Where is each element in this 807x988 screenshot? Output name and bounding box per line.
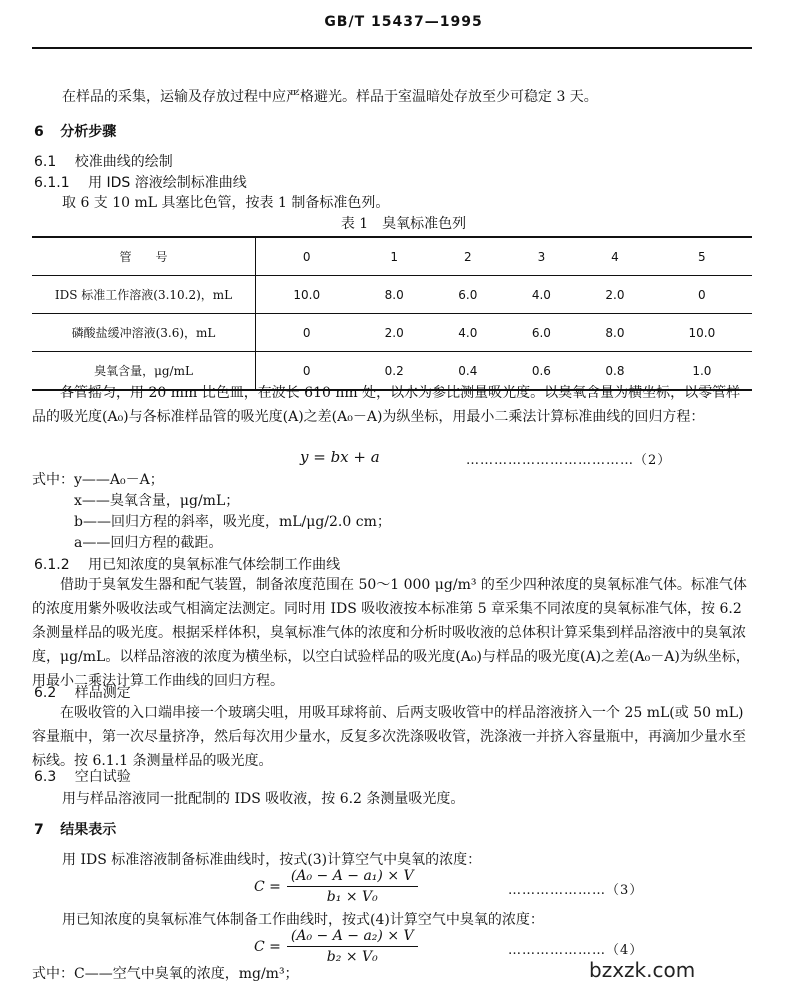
section-6-1-2-title: 用已知浓度的臭氧标准气体绘制工作曲线 [88,557,341,573]
standard-color-table [32,236,752,391]
equation-4-numerator: (A₀ − A − a₂) × V [287,928,418,947]
table-caption: 表 1 臭氧标准色列 [340,216,467,232]
section-6-1-number: 6.1 [34,154,57,170]
paragraph-sample-measurement: 在吸收管的入口端串接一个玻璃尖咀，用吸耳球将前、后两支吸收管中的样品溶液挤入一个 25 mL(或 50 mL)容量瓶中，第一次尽量挤净，然后每次用少量水，反复多次洗涤吸收管，洗涤液一并挤入容量瓶中，再滴加少量水至标线。按 6.1.1 条测量样品的吸光度。 [32,705,746,769]
table-cell: 0 [256,237,358,276]
equation-4 [254,928,418,965]
where-lead: 式中： [32,472,74,488]
section-6-title: 分析步骤 [60,124,117,140]
section-6-1-1-number: 6.1.1 [34,175,70,191]
paragraph-formula-4-intro: 用已知浓度的臭氧标准气体制备工作曲线时，按式(4)计算空气中臭氧的浓度： [62,912,544,928]
section-6-heading [34,122,116,142]
where-item: y——A₀－A； [74,472,164,488]
section-6-1-1-title: 用 IDS 溶液绘制标准曲线 [88,175,247,191]
equation-4-lhs: C = [254,938,281,955]
equation-2-number: ………………………………（2） [466,453,672,468]
section-6-3-number: 6.3 [34,769,57,785]
section-6-3-heading [34,767,131,787]
table-cell: 0 [652,276,752,314]
table-cell: 5 [652,237,752,276]
section-6-1-heading [34,152,173,172]
table-header-label: 管 号 [32,237,256,276]
equation-3-denominator: b₁ × V₀ [326,889,378,905]
where-item: x——臭氧含量，μg/mL； [74,493,240,509]
equation-3-number: …………………（3） [508,883,644,898]
table-cell: 4.0 [505,276,579,314]
table-cell: 0.8 [578,352,652,391]
equation-4-denominator: b₂ × V₀ [326,949,378,965]
table-cell: 0.4 [431,352,505,391]
table-cell: 10.0 [652,314,752,352]
table-cell: 8.0 [578,314,652,352]
equation-3-lhs: C = [254,878,281,895]
section-6-1-2-heading [34,555,340,575]
where-item: a——回归方程的截距。 [74,535,223,551]
equation-3 [254,868,418,905]
section-6-3-title: 空白试验 [74,769,131,785]
section-7-number: 7 [34,822,44,838]
paragraph-blank-test: 用与样品溶液同一批配制的 IDS 吸收液，按 6.2 条测量吸光度。 [62,791,465,807]
table-cell: 8.0 [357,276,431,314]
paragraph-working-curve: 借助于臭氧发生器和配气装置，制备浓度范围在 50～1 000 μg/m³ 的至少四种浓度的臭氧标准气体。标准气体的浓度用紫外吸收法或气相滴定法测定。同时用 IDS 吸收液按本标准第 5 章采集不同浓度的臭氧标准气体，按 6.2 条测量样品的吸光度。根据采样体积，臭氧标准气体的浓度和分析时吸收液的总体积计算采集到样品溶液中的臭氧浓度，μg/mL。以样品溶液的浓度为横坐标，以空白试验样品的吸光度(A₀)与样品的吸光度(A)之差(A₀－A)为纵坐标，用最小二乘法计算工作曲线的回归方程。 [32,577,750,689]
where-c-definition: 式中：C——空气中臭氧的浓度，mg/m³； [32,966,299,982]
section-7-heading [34,820,116,840]
section-6-1-2-number: 6.1.2 [34,557,70,573]
table-row [32,276,752,314]
section-6-2-title: 样品测定 [74,685,131,701]
section-6-1-title: 校准曲线的绘制 [74,154,173,170]
watermark: bzxzk.com [589,958,696,982]
intro-line: 在样品的采集，运输及存放过程中应严格避光。样品于室温暗处存放至少可稳定 3 天。 [62,89,598,105]
document-header: GB/T 15437—1995 [324,14,483,30]
table-cell: 3 [505,237,579,276]
table-cell: 4 [578,237,652,276]
equation-4-fraction [287,928,418,965]
paragraph-formula-3-intro: 用 IDS 标准溶液制备标准曲线时，按式(3)计算空气中臭氧的浓度： [62,852,482,868]
equation-2: y = bx + a [300,448,380,466]
table-cell: 6.0 [431,276,505,314]
table-cell: 0 [256,352,358,391]
table-cell: 0.2 [357,352,431,391]
section-6-number: 6 [34,124,44,140]
table-cell: 0 [256,314,358,352]
table-row-label: IDS 标准工作溶液(3.10.2)，mL [32,276,256,314]
equation-3-numerator: (A₀ − A − a₁) × V [287,868,418,887]
section-7-title: 结果表示 [60,822,117,838]
paragraph-calibration-method: 各管摇匀，用 20 mm 比色皿，在波长 610 nm 处，以水为参比测量吸光度。以臭氧含量为横坐标，以零管样品的吸光度(A₀)与各标准样品管的吸光度(A)之差(A₀－A)为纵坐标，用最小二乘法计算标准曲线的回归方程： [32,385,741,425]
table-row-label: 磷酸盐缓冲溶液(3.6)，mL [32,314,256,352]
table-cell: 6.0 [505,314,579,352]
table-header-row [32,237,752,276]
table-cell: 2 [431,237,505,276]
section-6-1-1-text: 取 6 支 10 mL 具塞比色管，按表 1 制备标准色列。 [62,195,390,211]
where-item: b——回归方程的斜率，吸光度，mL/μg/2.0 cm； [74,514,391,530]
table-row-label: 臭氧含量，μg/mL [32,352,256,391]
equation-3-fraction [287,868,418,905]
table-cell: 0.6 [505,352,579,391]
section-6-2-heading [34,683,131,703]
section-6-1-1-heading [34,173,247,193]
table-row [32,314,752,352]
table-cell: 2.0 [578,276,652,314]
equation-4-number: …………………（4） [508,943,644,958]
header-rule [32,47,752,49]
table-cell: 10.0 [256,276,358,314]
section-6-2-number: 6.2 [34,685,57,701]
table-cell: 1 [357,237,431,276]
table-cell: 4.0 [431,314,505,352]
table-cell: 2.0 [357,314,431,352]
table-cell: 1.0 [652,352,752,391]
